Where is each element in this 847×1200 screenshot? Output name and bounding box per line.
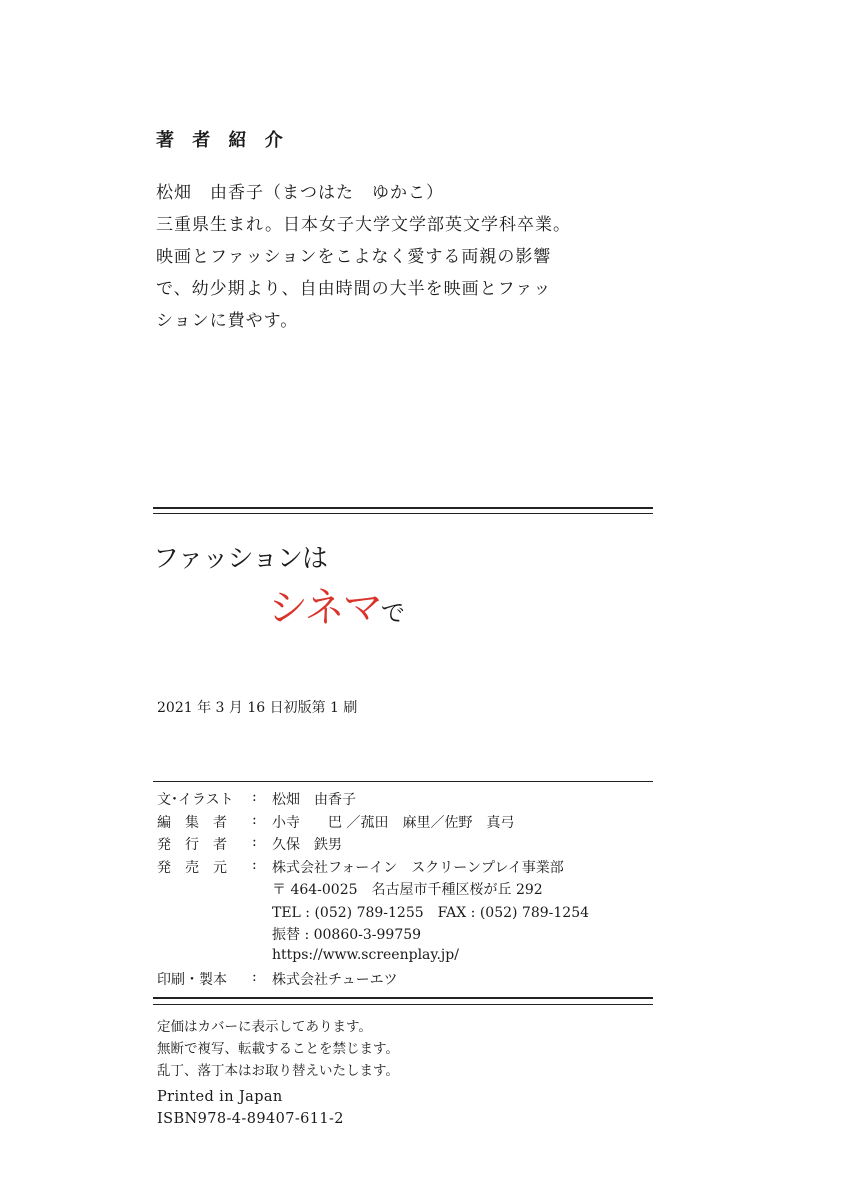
credit-row (157, 789, 589, 812)
book-title-tail: で (380, 599, 405, 627)
author-bio (156, 177, 616, 337)
credit-row (157, 834, 589, 857)
divider-credits-top (153, 781, 653, 782)
bio-line: で、幼少期より、自由時間の大半を映画とファッ (156, 279, 552, 299)
credit-label: 発 行 者 (157, 837, 227, 853)
credit-colon: : (252, 811, 257, 828)
credit-value: 株式会社フォーイン スクリーンプレイ事業部 (272, 859, 564, 876)
bio-line: ションに費やす。 (156, 311, 299, 331)
credit-colon (252, 879, 272, 902)
credit-value: 久保 鉄男 (272, 837, 342, 853)
colophon-credits (157, 789, 589, 992)
legal-notes (157, 1016, 399, 1082)
credit-label: 編 集 者 (157, 814, 227, 831)
divider-bottom-thin (153, 1004, 653, 1005)
book-title-line1: ファッションは (153, 544, 327, 574)
printed-in: Printed in Japan (157, 1089, 283, 1105)
credit-label (157, 879, 252, 902)
credit-colon (252, 947, 272, 970)
credit-value: 〒 464-0025 名古屋市千種区桜が丘 292 (272, 882, 543, 898)
credit-value: 株式会社チューエツ (272, 972, 398, 988)
edition-date: 2021 年 3 月 16 日初版第 1 刷 (157, 700, 358, 716)
credit-value: 小寺 巴 ／菰田 麻里／佐野 真弓 (272, 814, 515, 831)
credit-colon (252, 902, 272, 925)
bio-line: 松畑 由香子（まつはた ゆかこ） (156, 183, 444, 203)
credit-colon: : (252, 969, 257, 985)
credit-value: 松畑 由香子 (272, 792, 356, 808)
credit-colon: : (252, 834, 257, 850)
credit-row (157, 879, 589, 902)
divider-top-thick (153, 507, 653, 509)
credit-value: 振替 : 00860-3-99759 (272, 927, 422, 943)
divider-top-thin (153, 513, 653, 514)
credit-label: 印刷・製本 (157, 972, 227, 988)
author-intro-heading: 著 者 紹 介 (156, 130, 289, 151)
credit-colon: : (252, 856, 257, 873)
credit-row (157, 947, 589, 970)
note-line: 無断で複写、転載することを禁じます。 (157, 1041, 399, 1057)
credit-label: 文･イラスト (157, 792, 234, 808)
credit-row (157, 857, 589, 880)
note-line: 定価はカバーに表示してあります。 (157, 1019, 372, 1035)
divider-bottom-thick (153, 997, 653, 999)
credit-row (157, 812, 589, 835)
credit-label (157, 924, 252, 947)
isbn: ISBN978-4-89407-611-2 (157, 1111, 344, 1127)
credit-colon (252, 924, 272, 947)
book-title-line2 (268, 576, 405, 633)
bio-line: 三重県生まれ。日本女子大学文学部英文学科卒業。 (156, 215, 572, 235)
credit-label (157, 947, 252, 970)
print-info (157, 1086, 344, 1130)
credit-label: 発 売 元 (157, 859, 227, 876)
note-line: 乱丁、落丁本はお取り替えいたします。 (157, 1063, 399, 1079)
credit-row (157, 969, 589, 992)
credit-label (157, 902, 252, 925)
bio-line: 映画とファッションをこよなく愛する両親の影響 (156, 247, 552, 267)
book-title-red-text: シネマ (268, 585, 381, 631)
credit-row (157, 924, 589, 947)
credit-row (157, 902, 589, 925)
credit-colon: : (252, 789, 257, 805)
credit-value: https://www.screenplay.jp/ (272, 946, 459, 963)
credit-value: TEL : (052) 789-1255 FAX : (052) 789-1254 (272, 904, 590, 921)
